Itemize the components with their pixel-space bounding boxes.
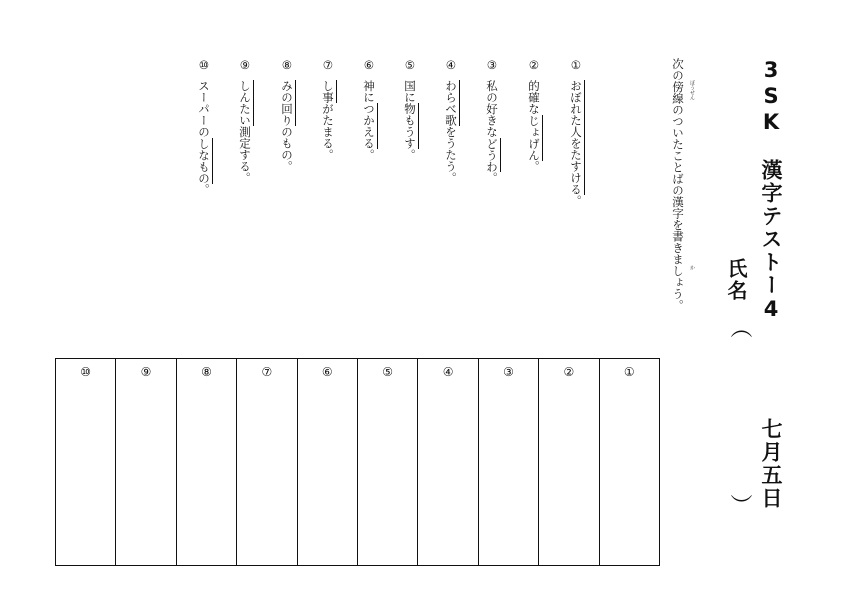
- question-text-after: 。: [484, 172, 499, 184]
- question-8: [279, 58, 294, 172]
- answer-cell-number: ⑦: [261, 365, 273, 379]
- question-underlined-word: じょげん: [526, 114, 541, 161]
- question-6: [361, 58, 376, 161]
- answer-cell-number: ⑧: [201, 365, 212, 379]
- question-number: ⑨: [237, 58, 252, 72]
- question-text-before: 的確な: [526, 80, 541, 115]
- answer-cell-3[interactable]: [478, 359, 538, 565]
- question-9: [237, 58, 252, 184]
- question-number: ①: [568, 58, 583, 72]
- question-text-after: をうたう。: [443, 126, 458, 184]
- answer-cell-10[interactable]: [56, 359, 115, 565]
- answer-cell-number: ②: [563, 365, 575, 379]
- question-number: ④: [443, 58, 458, 72]
- answer-cell-number: ⑤: [382, 365, 394, 379]
- question-underlined-word: おぼれた人をたすける: [568, 80, 583, 195]
- name-paren-open: （: [727, 316, 752, 338]
- question-underlined-word: どうわ: [484, 137, 499, 172]
- question-3: [484, 58, 499, 184]
- answer-cell-number: ⑩: [80, 365, 92, 379]
- question-2: [526, 58, 541, 172]
- question-underlined-word: わらべ歌: [443, 80, 458, 126]
- question-text-after: がたまる。: [320, 103, 335, 161]
- question-text-after: 。: [526, 160, 541, 172]
- question-number: ⑧: [279, 58, 294, 72]
- test-title: 3SK 漢字テストー4: [759, 58, 783, 323]
- question-10: [196, 58, 211, 195]
- instruction-text: 次の傍線のついたことばの漢字を書きましょう。: [670, 58, 685, 311]
- question-7: [320, 58, 335, 161]
- question-number: ⑤: [402, 58, 417, 72]
- name-paren-close: ）: [727, 494, 752, 516]
- question-5: [402, 58, 417, 161]
- question-text-before: 国に: [402, 80, 417, 103]
- question-underlined-word: 物もうす: [402, 103, 417, 149]
- question-text-before: 私の好きな: [484, 80, 499, 138]
- answer-cell-2[interactable]: [538, 359, 598, 565]
- question-text-after: のもの。: [279, 126, 294, 172]
- ruby-bousen: ぼうせん: [689, 80, 695, 100]
- answer-cell-7[interactable]: [236, 359, 296, 565]
- answer-cell-5[interactable]: [357, 359, 417, 565]
- question-number: ⑦: [320, 58, 335, 72]
- question-text-after: 。: [361, 149, 376, 161]
- question-4: [443, 58, 458, 184]
- answer-cell-4[interactable]: [417, 359, 477, 565]
- answer-cell-8[interactable]: [176, 359, 236, 565]
- question-underlined-word: しんたい: [237, 80, 252, 126]
- answer-cell-number: ⑥: [321, 365, 333, 379]
- ruby-ka: か: [689, 265, 695, 270]
- question-underlined-word: し事: [320, 80, 335, 103]
- question-1: [568, 58, 583, 207]
- question-text-before: 神に: [361, 80, 376, 103]
- question-underlined-word: つかえる: [361, 103, 376, 149]
- answer-table: [55, 358, 660, 566]
- question-text-before: スーパーの: [196, 80, 211, 138]
- name-label: 氏名: [724, 258, 748, 302]
- question-underlined-word: しなもの: [196, 137, 211, 184]
- answer-cell-number: ④: [442, 365, 454, 379]
- answer-cell-9[interactable]: [115, 359, 175, 565]
- answer-cell-1[interactable]: [599, 359, 659, 565]
- question-number: ②: [526, 58, 541, 72]
- answer-cell-number: ③: [503, 365, 514, 379]
- question-text-after: 測定する。: [237, 126, 252, 184]
- question-text-after: 。: [196, 183, 211, 195]
- answer-cell-number: ⑨: [140, 365, 152, 379]
- question-number: ⑥: [361, 58, 376, 72]
- question-number: ⑩: [196, 58, 211, 72]
- question-number: ③: [484, 58, 499, 72]
- answer-cell-number: ①: [623, 365, 635, 379]
- test-date: 七月五日: [759, 418, 783, 510]
- answer-cell-6[interactable]: [297, 359, 357, 565]
- question-underlined-word: みの回り: [279, 80, 294, 126]
- question-text-after: 。: [568, 195, 583, 207]
- question-text-after: 。: [402, 149, 417, 161]
